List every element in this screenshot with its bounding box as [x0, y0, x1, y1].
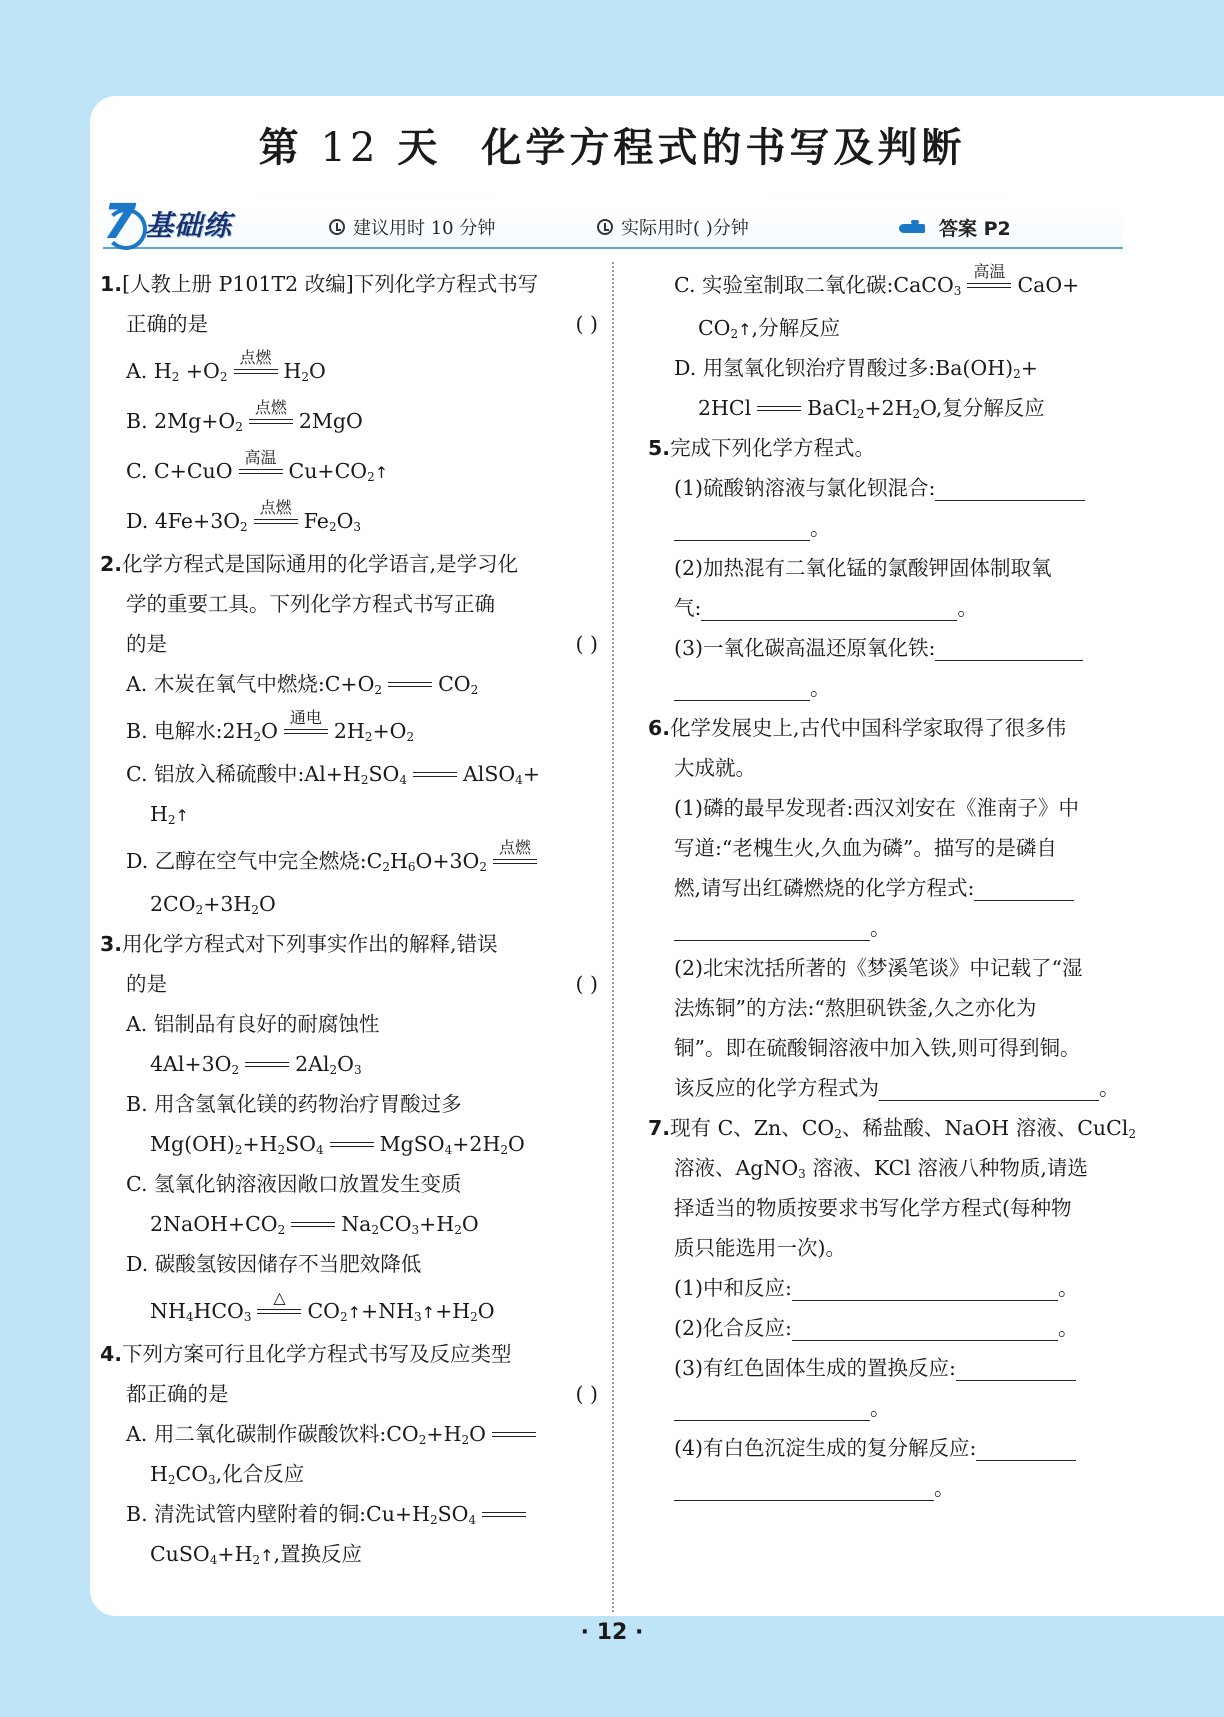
- answer-blank[interactable]: [935, 474, 1085, 501]
- left-column: 1.[人教上册 P101T2 改编]下列化学方程式书写 正确的是 ( ) A. $H_2 +O_2$ 点燃 $H_2O$ B. $2Mg+O_2$ 点燃 2MgO C. C+CuO 高温 $Cu+CO_2↑$ D. $4Fe+3O_2$ 点燃 $Fe_2O_3$ 2.化学方程式是国际通用的化学语言,是学习化 学的重要工具。下列化学方程式书写正确 的是 ( ) A. 木炭在氧气中燃烧$:C+O_2$ $CO_2$ B. 电解水$:2H_2O$ 通电 $2H_2+O_2$ C. 铝放入稀硫酸中$:Al+H_2SO_4$ AlSO$_4$+ $H_2↑$ D. 乙醇在空气中完全燃烧$:C_2H_6O+3O_2$ 点燃 $2CO_2+3H_2O$ 3.用化学方程式对下列事实作出的解释,错误 的是 ( ) A. 铝制品有良好的耐腐蚀性 $4Al+3O_2$ $2Al_2O_3$ B. 用含氢氧化镁的药物治疗胃酸过多 $Mg(OH)_2+H_2SO_4$ $MgSO_4+2H_2O$ C. 氢氧化钠溶液因敞口放置发生变质 $2NaOH+CO_2$ $Na_2CO_3+H_2O$ D. 碳酸氢铵因储存不当肥效降低 $NH_4HCO_3$ △ $CO_2↑+NH_3↑+H_2O$ 4.下列方案可行且化学方程式书写及反应类型 都正确的是 ( ) A. 用二氧化碳制作碳酸饮料$:CO_2+H_2O$ $H_2CO_3$,化合反应 B. 清洗试管内壁附着的铜$:Cu+H_2SO_4$ $CuSO_4+H_2↑$,置换反应: [100, 264, 600, 1574]
- question-4-stem: 4.下列方案可行且化学方程式书写及反应类型: [100, 1342, 512, 1366]
- q7-part-1: (1)中和反应: 。: [674, 1276, 1079, 1300]
- q5-part-3: (3)一氧化碳高温还原氧化铁:: [648, 628, 1124, 668]
- q3-option-c: C. 氢氧化钠溶液因敞口放置发生变质: [126, 1172, 462, 1196]
- answer-blank[interactable]: [792, 1314, 1058, 1341]
- q4-option-d: D. 用氢氧化钡治疗胃酸过多$:Ba(OH)_2+$: [674, 356, 1038, 381]
- clock-icon: [597, 219, 613, 235]
- answer-blank[interactable]: [956, 1354, 1076, 1381]
- question-7-stem: 7.现有 C、Zn、$CO_2$、稀盐酸、NaOH 溶液、CuCl$_2$: [648, 1116, 1136, 1141]
- q1-option-d: D. $4Fe+3O_2$ 点燃 $Fe_2O_3$: [126, 497, 362, 534]
- q7-part-4: (4)有白色沉淀生成的复分解反应:: [648, 1428, 1124, 1468]
- answer-blank[interactable]: [674, 674, 810, 701]
- answer-ref: 答案 P2: [899, 214, 1011, 241]
- answer-blank[interactable]: [674, 1394, 870, 1421]
- question-6-stem: 6.化学发展史上,古代中国科学家取得了很多伟: [648, 716, 1067, 740]
- suggested-time: 建议用时 10 分钟: [329, 214, 495, 240]
- answer-blank[interactable]: [674, 514, 810, 541]
- q1-option-b: B. $2Mg+O_2$ 点燃 2MgO: [126, 397, 363, 434]
- q2-option-c: C. 铝放入稀硫酸中$:Al+H_2SO_4$ AlSO$_4$+: [126, 762, 540, 787]
- question-2-stem: 2.化学方程式是国际通用的化学语言,是学习化: [100, 552, 519, 576]
- q2-option-a: A. 木炭在氧气中燃烧$:C+O_2$ $CO_2$: [126, 672, 479, 697]
- q1-option-c: C. C+CuO 高温 $Cu+CO_2↑$: [126, 447, 389, 484]
- answer-blank[interactable]: [935, 634, 1083, 661]
- q5-part-2: (2)加热混有二氧化锰的氯酸钾固体制取氧: [674, 556, 1052, 580]
- q6-part-2: (2)北宋沈括所著的《梦溪笔谈》中记载了“湿: [674, 956, 1083, 980]
- page-number: · 12 ·: [580, 1620, 644, 1645]
- q2-option-d: D. 乙醇在空气中完全燃烧$:C_2H_6O+3O_2$ 点燃: [100, 834, 600, 884]
- answer-blank[interactable]: [879, 1074, 1099, 1101]
- answer-blank[interactable]: [976, 1434, 1076, 1461]
- answer-paren: ( ): [575, 1382, 598, 1406]
- right-column: C. 实验室制取二氧化碳:CaCO$_3$ 高温 CaO+ $CO_2↑$,分解反应 D. 用氢氧化钡治疗胃酸过多$:Ba(OH)_2+$ 2HCl $BaCl_2+2H_2O$,复分解反应 5.完成下列化学方程式。 (1)硫酸钠溶液与氯化钡混合: 。 (2)加热混有二氧化锰的氯酸钾固体制取氧 气: 。 (3)一氧化碳高温还原氧化铁: 。 6.化学发展史上,古代中国科学家取得了很多伟 大成就。 (1)磷的最早发现者:西汉刘安在《淮南子》中 写道:“老槐生火,久血为磷”。描写的是磷自 燃,请写出红磷燃烧的化学方程式: 。 (2)北宋沈括所著的《梦溪笔谈》中记载了“湿 法炼铜”的方法:“熬胆矾铁釜,久之亦化为 铜”。即在硫酸铜溶液中加入铁,则可得到铜。 该反应的化学方程式为 。 7.现有 C、Zn、$CO_2$、稀盐酸、NaOH 溶液、CuCl$_2$ 溶液、AgNO$_3$ 溶液、KCl 溶液八种物质,请选 择适当的物质按要求书写化学方程式(每种物 质只能选用一次)。 (1)中和反应: 。 (2)化合反应: 。 (3)有红色固体生成的置换反应: 。 (4)有白色沉淀生成的复分解反应: 。: [648, 264, 1124, 1508]
- answer-blank[interactable]: [674, 1474, 934, 1501]
- answer-blank[interactable]: [701, 594, 957, 621]
- answer-paren: ( ): [575, 312, 598, 336]
- q1-option-a: A. $H_2 +O_2$ 点燃 $H_2O$: [126, 347, 326, 384]
- q7-part-2: (2)化合反应: 。: [674, 1316, 1079, 1340]
- answer-blank[interactable]: [792, 1274, 1058, 1301]
- section-header: [103, 194, 1123, 250]
- answer-paren: ( ): [575, 632, 598, 656]
- q3-option-a: A. 铝制品有良好的耐腐蚀性: [126, 1012, 380, 1036]
- q4-option-c: C. 实验室制取二氧化碳:CaCO$_3$ 高温 CaO+: [674, 261, 1080, 298]
- page-title: 第 12 天 化学方程式的书写及判断: [258, 125, 966, 171]
- clock-icon: [329, 219, 345, 235]
- q4-option-a: A. 用二氧化碳制作碳酸饮料$:CO_2+H_2O$: [100, 1414, 600, 1454]
- answer-blank[interactable]: [974, 874, 1074, 901]
- q2-option-b: B. 电解水$:2H_2O$ 通电 $2H_2+O_2$: [126, 707, 415, 744]
- column-divider: [612, 262, 614, 1612]
- answer-paren: ( ): [575, 972, 598, 996]
- section-label: 基础练: [145, 209, 233, 242]
- question-1-stem: 1.[人教上册 P101T2 改编]下列化学方程式书写: [100, 272, 539, 296]
- q6-part-1: (1)磷的最早发现者:西汉刘安在《淮南子》中: [674, 796, 1079, 820]
- section-badge: 7 基础练: [103, 194, 233, 250]
- q7-part-3: (3)有红色固体生成的置换反应:: [648, 1348, 1124, 1388]
- actual-time: 实际用时( )分钟: [597, 214, 749, 240]
- q5-part-1: (1)硫酸钠溶液与氯化钡混合:: [648, 468, 1124, 508]
- pointing-hand-icon: [899, 220, 929, 236]
- question-5-stem: 5.完成下列化学方程式。: [648, 436, 876, 460]
- question-3-stem: 3.用化学方程式对下列事实作出的解释,错误: [100, 932, 498, 956]
- q4-option-b: B. 清洗试管内壁附着的铜$:Cu+H_2SO_4$: [100, 1494, 600, 1534]
- q3-option-b: B. 用含氢氧化镁的药物治疗胃酸过多: [126, 1092, 462, 1116]
- answer-blank[interactable]: [674, 914, 870, 941]
- q3-option-d: D. 碳酸氢铵因储存不当肥效降低: [126, 1252, 422, 1276]
